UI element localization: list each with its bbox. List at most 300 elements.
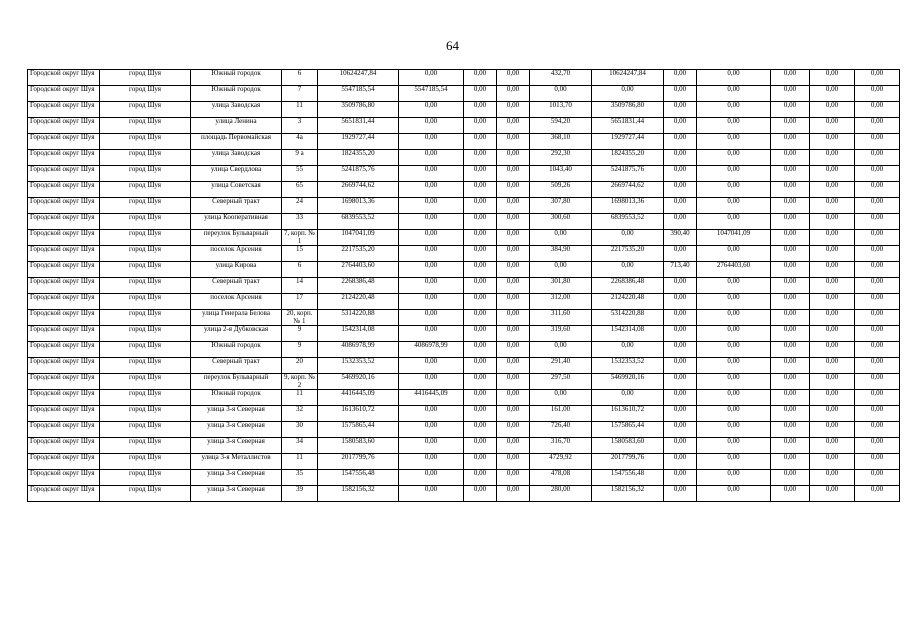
- cell-settlement: город Шуя: [100, 150, 191, 166]
- cell-total-cost: 3509786,80: [318, 102, 399, 118]
- cell-cost-col-13: 0,00: [771, 406, 810, 422]
- cell-cost-col-15: 0,00: [855, 102, 900, 118]
- cell-settlement: город Шуя: [100, 214, 191, 230]
- page-number: 64: [446, 38, 459, 53]
- cell-cost-col-12: 0,00: [697, 486, 771, 502]
- cell-street: улица Свердлова: [191, 166, 282, 182]
- cell-cost-col-12: 0,00: [697, 374, 771, 390]
- cell-area-col-11: 0,00: [664, 198, 697, 214]
- cell-total-cost: 1547556,48: [318, 470, 399, 486]
- cell-area-col-11: 0,00: [664, 278, 697, 294]
- cell-cost-col-6: 4416445,09: [399, 390, 464, 406]
- cell-house-number: 3: [282, 118, 318, 134]
- cell-area: 594,20: [530, 118, 592, 134]
- cell-cost-col-8: 0,00: [497, 214, 530, 230]
- cell-municipality: Городской округ Шуя: [28, 102, 100, 118]
- cell-total-cost: 2124220,48: [318, 294, 399, 310]
- cell-cost-col-14: 0,00: [810, 406, 855, 422]
- cell-area-col-11: 0,00: [664, 438, 697, 454]
- cell-cost-col-12: 0,00: [697, 166, 771, 182]
- table-row: [28, 118, 900, 134]
- cell-area: 0,00: [530, 342, 592, 358]
- cell-area-col-11: 0,00: [664, 182, 697, 198]
- cell-cost-col-13: 0,00: [771, 246, 810, 262]
- cell-house-number: 65: [282, 182, 318, 198]
- table-row: [28, 182, 900, 198]
- cell-cost-col-8: 0,00: [497, 134, 530, 150]
- cell-cost-col-7: 0,00: [464, 102, 497, 118]
- cell-municipality: Городской округ Шуя: [28, 294, 100, 310]
- table-row: [28, 374, 900, 390]
- cell-cost-col-8: 0,00: [497, 166, 530, 182]
- cell-settlement: город Шуя: [100, 262, 191, 278]
- cell-cost-col-7: 0,00: [464, 326, 497, 342]
- cell-area-col-11: 390,40: [664, 230, 697, 246]
- cell-cost-col-14: 0,00: [810, 294, 855, 310]
- cell-cost-col-13: 0,00: [771, 374, 810, 390]
- cell-area-col-11: 0,00: [664, 374, 697, 390]
- cell-cost-col-14: 0,00: [810, 214, 855, 230]
- cell-street: Южный городок: [191, 86, 282, 102]
- cell-settlement: город Шуя: [100, 326, 191, 342]
- cell-area-col-11: 0,00: [664, 422, 697, 438]
- cell-house-number: 24: [282, 198, 318, 214]
- cell-cost-col-14: 0,00: [810, 390, 855, 406]
- cell-total-cost: 5469920,16: [318, 374, 399, 390]
- cell-municipality: Городской округ Шуя: [28, 118, 100, 134]
- table-row: [28, 86, 900, 102]
- table-row: [28, 422, 900, 438]
- cell-cost-col-12: 0,00: [697, 102, 771, 118]
- cell-house-number: 11: [282, 102, 318, 118]
- cell-cost-col-14: 0,00: [810, 70, 855, 86]
- cell-house-number: 17: [282, 294, 318, 310]
- table-row: [28, 486, 900, 502]
- cell-cost-col-6: 0,00: [399, 102, 464, 118]
- table-row: [28, 214, 900, 230]
- cell-cost-col-8: 0,00: [497, 454, 530, 470]
- cell-cost-col-15: 0,00: [855, 150, 900, 166]
- cell-cost-col-12: 0,00: [697, 134, 771, 150]
- cell-street: улица Заводская: [191, 150, 282, 166]
- cell-total-cost: 1929727,44: [318, 134, 399, 150]
- cell-cost-col-7: 0,00: [464, 230, 497, 246]
- cell-cost-col-12: 0,00: [697, 438, 771, 454]
- cell-area: 432,70: [530, 70, 592, 86]
- cell-house-number: 7: [282, 86, 318, 102]
- cell-street: улица Генерала Белова: [191, 310, 282, 326]
- cell-area-col-11: 0,00: [664, 326, 697, 342]
- cell-cost-col-15: 0,00: [855, 134, 900, 150]
- cell-street: улица 3-я Северная: [191, 470, 282, 486]
- cell-municipality: Городской округ Шуя: [28, 326, 100, 342]
- cell-cost-col-15: 0,00: [855, 310, 900, 326]
- cell-house-number: 9, корп. № 2: [282, 374, 318, 390]
- cell-area-col-11: 0,00: [664, 470, 697, 486]
- cell-street: улица Ленина: [191, 118, 282, 134]
- cell-total-cost: 1582156,32: [318, 486, 399, 502]
- cell-area: 368,10: [530, 134, 592, 150]
- cell-total-cost: 4416445,09: [318, 390, 399, 406]
- table-row: [28, 150, 900, 166]
- cell-area: 1013,70: [530, 102, 592, 118]
- cell-total-cost: 1613610,72: [318, 406, 399, 422]
- cell-cost-col-15: 0,00: [855, 70, 900, 86]
- cell-cost-col-8: 0,00: [497, 486, 530, 502]
- table-row: [28, 390, 900, 406]
- cell-cost-col-7: 0,00: [464, 406, 497, 422]
- cell-settlement: город Шуя: [100, 134, 191, 150]
- cell-cost-col-13: 0,00: [771, 134, 810, 150]
- cell-cost-col-7: 0,00: [464, 342, 497, 358]
- table-row: [28, 278, 900, 294]
- cell-cost-col-14: 0,00: [810, 454, 855, 470]
- cell-cost-col-12: 1047041,09: [697, 230, 771, 246]
- cell-municipality: Городской округ Шуя: [28, 470, 100, 486]
- cell-house-number: 30: [282, 422, 318, 438]
- cell-settlement: город Шуя: [100, 86, 191, 102]
- cell-cost-col-12: 0,00: [697, 470, 771, 486]
- cell-municipality: Городской округ Шуя: [28, 230, 100, 246]
- cell-cost-col-12: 0,00: [697, 294, 771, 310]
- cell-total-cost: 2017799,76: [318, 454, 399, 470]
- cell-house-number: 7, корп. № 1: [282, 230, 318, 246]
- cell-area: 1043,40: [530, 166, 592, 182]
- table-row: [28, 230, 900, 246]
- cell-total-cost: 1542314,08: [318, 326, 399, 342]
- cell-street: улица 3-я Северная: [191, 486, 282, 502]
- cell-cost-col-6: 0,00: [399, 166, 464, 182]
- cell-municipality: Городской округ Шуя: [28, 454, 100, 470]
- cell-cost-col-13: 0,00: [771, 102, 810, 118]
- cell-house-number: 15: [282, 246, 318, 262]
- cell-house-number: 32: [282, 406, 318, 422]
- cell-street: улица Советская: [191, 182, 282, 198]
- cell-cost-col-12: 0,00: [697, 278, 771, 294]
- cell-cost-col-8: 0,00: [497, 422, 530, 438]
- cell-settlement: город Шуя: [100, 294, 191, 310]
- cell-area: 316,70: [530, 438, 592, 454]
- cell-cost-col-8: 0,00: [497, 438, 530, 454]
- cell-municipality: Городской округ Шуя: [28, 134, 100, 150]
- cell-cost-col-6: 0,00: [399, 134, 464, 150]
- cell-cost-col-15: 0,00: [855, 486, 900, 502]
- cell-cost-col-10: 1580583,60: [592, 438, 664, 454]
- cell-settlement: город Шуя: [100, 70, 191, 86]
- cell-cost-col-15: 0,00: [855, 166, 900, 182]
- cell-settlement: город Шуя: [100, 166, 191, 182]
- cell-total-cost: 5547185,54: [318, 86, 399, 102]
- cell-cost-col-15: 0,00: [855, 262, 900, 278]
- cell-cost-col-7: 0,00: [464, 294, 497, 310]
- table-row: [28, 342, 900, 358]
- cell-cost-col-6: 0,00: [399, 294, 464, 310]
- cell-area: 384,90: [530, 246, 592, 262]
- cell-area-col-11: 0,00: [664, 294, 697, 310]
- cell-area: 161,00: [530, 406, 592, 422]
- cell-cost-col-15: 0,00: [855, 214, 900, 230]
- cell-cost-col-8: 0,00: [497, 310, 530, 326]
- cell-cost-col-6: 0,00: [399, 150, 464, 166]
- cell-area-col-11: 0,00: [664, 214, 697, 230]
- cell-cost-col-13: 0,00: [771, 198, 810, 214]
- cell-cost-col-14: 0,00: [810, 278, 855, 294]
- cell-cost-col-7: 0,00: [464, 358, 497, 374]
- cell-cost-col-13: 0,00: [771, 342, 810, 358]
- cell-cost-col-6: 0,00: [399, 406, 464, 422]
- cell-cost-col-6: 0,00: [399, 438, 464, 454]
- table-row: [28, 406, 900, 422]
- cell-total-cost: 1824355,20: [318, 150, 399, 166]
- cell-cost-col-14: 0,00: [810, 182, 855, 198]
- cell-municipality: Городской округ Шуя: [28, 374, 100, 390]
- cell-area: 300,60: [530, 214, 592, 230]
- cell-area-col-11: 0,00: [664, 70, 697, 86]
- cell-municipality: Городской округ Шуя: [28, 86, 100, 102]
- cell-cost-col-14: 0,00: [810, 342, 855, 358]
- cell-cost-col-10: 2217535,20: [592, 246, 664, 262]
- cell-house-number: 4а: [282, 134, 318, 150]
- cell-street: улица Кирова: [191, 262, 282, 278]
- cell-cost-col-15: 0,00: [855, 358, 900, 374]
- cell-cost-col-15: 0,00: [855, 198, 900, 214]
- cell-cost-col-12: 0,00: [697, 198, 771, 214]
- cell-cost-col-7: 0,00: [464, 150, 497, 166]
- cell-cost-col-7: 0,00: [464, 438, 497, 454]
- cell-cost-col-6: 0,00: [399, 454, 464, 470]
- cell-settlement: город Шуя: [100, 406, 191, 422]
- cell-cost-col-7: 0,00: [464, 134, 497, 150]
- cell-cost-col-15: 0,00: [855, 118, 900, 134]
- cell-cost-col-13: 0,00: [771, 70, 810, 86]
- cell-cost-col-12: 0,00: [697, 182, 771, 198]
- cell-cost-col-14: 0,00: [810, 438, 855, 454]
- cell-cost-col-8: 0,00: [497, 262, 530, 278]
- cell-cost-col-6: 0,00: [399, 182, 464, 198]
- cell-cost-col-7: 0,00: [464, 86, 497, 102]
- cell-cost-col-7: 0,00: [464, 118, 497, 134]
- cell-area-col-11: 713,40: [664, 262, 697, 278]
- cell-cost-col-7: 0,00: [464, 166, 497, 182]
- cell-area-col-11: 0,00: [664, 406, 697, 422]
- cell-street: Северный тракт: [191, 358, 282, 374]
- cell-cost-col-12: 0,00: [697, 86, 771, 102]
- cell-cost-col-10: 1929727,44: [592, 134, 664, 150]
- cell-cost-col-7: 0,00: [464, 198, 497, 214]
- cell-total-cost: 5314220,88: [318, 310, 399, 326]
- cell-house-number: 35: [282, 470, 318, 486]
- cell-cost-col-6: 5547185,54: [399, 86, 464, 102]
- cell-total-cost: 2217535,20: [318, 246, 399, 262]
- cell-cost-col-14: 0,00: [810, 358, 855, 374]
- cell-municipality: Городской округ Шуя: [28, 214, 100, 230]
- cell-settlement: город Шуя: [100, 390, 191, 406]
- cell-house-number: 33: [282, 214, 318, 230]
- cell-cost-col-14: 0,00: [810, 310, 855, 326]
- cell-cost-col-13: 0,00: [771, 358, 810, 374]
- cell-cost-col-7: 0,00: [464, 486, 497, 502]
- cell-area-col-11: 0,00: [664, 134, 697, 150]
- cell-total-cost: 5651831,44: [318, 118, 399, 134]
- cell-cost-col-7: 0,00: [464, 374, 497, 390]
- table-row: [28, 454, 900, 470]
- cell-cost-col-7: 0,00: [464, 422, 497, 438]
- cell-area: 280,00: [530, 486, 592, 502]
- cell-area: 726,40: [530, 422, 592, 438]
- cell-cost-col-8: 0,00: [497, 390, 530, 406]
- cell-municipality: Городской округ Шуя: [28, 342, 100, 358]
- cell-cost-col-7: 0,00: [464, 70, 497, 86]
- cell-cost-col-15: 0,00: [855, 230, 900, 246]
- cell-settlement: город Шуя: [100, 182, 191, 198]
- cell-area: 0,00: [530, 230, 592, 246]
- cell-total-cost: 2268386,48: [318, 278, 399, 294]
- cell-cost-col-13: 0,00: [771, 230, 810, 246]
- cell-cost-col-8: 0,00: [497, 374, 530, 390]
- cell-area: 319,60: [530, 326, 592, 342]
- cell-total-cost: 4086978,99: [318, 342, 399, 358]
- cell-cost-col-10: 2017799,76: [592, 454, 664, 470]
- cell-cost-col-6: 0,00: [399, 326, 464, 342]
- cell-total-cost: 10624247,84: [318, 70, 399, 86]
- table-row: [28, 294, 900, 310]
- cell-cost-col-15: 0,00: [855, 438, 900, 454]
- table-row: [28, 358, 900, 374]
- cell-municipality: Городской округ Шуя: [28, 422, 100, 438]
- cell-cost-col-12: 0,00: [697, 422, 771, 438]
- cell-house-number: 6: [282, 262, 318, 278]
- cell-street: улица Заводская: [191, 102, 282, 118]
- cell-municipality: Городской округ Шуя: [28, 486, 100, 502]
- cell-cost-col-12: 0,00: [697, 246, 771, 262]
- cell-area-col-11: 0,00: [664, 342, 697, 358]
- cell-cost-col-10: 0,00: [592, 262, 664, 278]
- cell-cost-col-14: 0,00: [810, 102, 855, 118]
- cell-area: 478,08: [530, 470, 592, 486]
- cell-area-col-11: 0,00: [664, 166, 697, 182]
- cell-cost-col-14: 0,00: [810, 486, 855, 502]
- table-row: [28, 470, 900, 486]
- cell-settlement: город Шуя: [100, 246, 191, 262]
- cell-street: улица 2-я Дубковская: [191, 326, 282, 342]
- cell-municipality: Городской округ Шуя: [28, 182, 100, 198]
- cell-cost-col-10: 0,00: [592, 230, 664, 246]
- cell-cost-col-12: 0,00: [697, 342, 771, 358]
- cell-cost-col-14: 0,00: [810, 86, 855, 102]
- cell-cost-col-13: 0,00: [771, 390, 810, 406]
- cell-street: улица 3-я Северная: [191, 422, 282, 438]
- cell-settlement: город Шуя: [100, 454, 191, 470]
- registry-table: [27, 69, 900, 502]
- cell-municipality: Городской округ Шуя: [28, 246, 100, 262]
- cell-street: поселок Арсения: [191, 294, 282, 310]
- cell-cost-col-8: 0,00: [497, 102, 530, 118]
- cell-house-number: 11: [282, 390, 318, 406]
- cell-cost-col-10: 5241875,76: [592, 166, 664, 182]
- cell-cost-col-14: 0,00: [810, 470, 855, 486]
- cell-settlement: город Шуя: [100, 230, 191, 246]
- cell-cost-col-15: 0,00: [855, 406, 900, 422]
- cell-total-cost: 1580583,60: [318, 438, 399, 454]
- cell-area: 312,00: [530, 294, 592, 310]
- cell-total-cost: 5241875,76: [318, 166, 399, 182]
- cell-cost-col-13: 0,00: [771, 294, 810, 310]
- table-row: [28, 262, 900, 278]
- cell-cost-col-15: 0,00: [855, 454, 900, 470]
- cell-cost-col-12: 0,00: [697, 390, 771, 406]
- cell-area: 0,00: [530, 262, 592, 278]
- cell-house-number: 6: [282, 70, 318, 86]
- cell-street: переулок Бульварный: [191, 230, 282, 246]
- cell-area-col-11: 0,00: [664, 102, 697, 118]
- cell-cost-col-8: 0,00: [497, 70, 530, 86]
- cell-area: 509,26: [530, 182, 592, 198]
- cell-area: 292,30: [530, 150, 592, 166]
- cell-cost-col-10: 5469920,16: [592, 374, 664, 390]
- cell-total-cost: 1532353,52: [318, 358, 399, 374]
- cell-cost-col-13: 0,00: [771, 182, 810, 198]
- cell-house-number: 14: [282, 278, 318, 294]
- cell-cost-col-7: 0,00: [464, 390, 497, 406]
- cell-municipality: Городской округ Шуя: [28, 262, 100, 278]
- cell-cost-col-6: 0,00: [399, 230, 464, 246]
- cell-cost-col-6: 0,00: [399, 262, 464, 278]
- cell-settlement: город Шуя: [100, 486, 191, 502]
- cell-cost-col-14: 0,00: [810, 198, 855, 214]
- cell-municipality: Городской округ Шуя: [28, 390, 100, 406]
- cell-area-col-11: 0,00: [664, 310, 697, 326]
- cell-municipality: Городской округ Шуя: [28, 198, 100, 214]
- cell-settlement: город Шуя: [100, 102, 191, 118]
- cell-municipality: Городской округ Шуя: [28, 70, 100, 86]
- cell-cost-col-6: 0,00: [399, 70, 464, 86]
- cell-cost-col-15: 0,00: [855, 422, 900, 438]
- cell-area-col-11: 0,00: [664, 454, 697, 470]
- cell-cost-col-8: 0,00: [497, 246, 530, 262]
- cell-municipality: Городской округ Шуя: [28, 166, 100, 182]
- cell-cost-col-12: 0,00: [697, 310, 771, 326]
- cell-cost-col-10: 0,00: [592, 342, 664, 358]
- cell-cost-col-6: 0,00: [399, 470, 464, 486]
- cell-cost-col-14: 0,00: [810, 422, 855, 438]
- cell-total-cost: 6839553,52: [318, 214, 399, 230]
- cell-cost-col-13: 0,00: [771, 326, 810, 342]
- cell-cost-col-15: 0,00: [855, 342, 900, 358]
- cell-cost-col-14: 0,00: [810, 150, 855, 166]
- cell-cost-col-14: 0,00: [810, 230, 855, 246]
- cell-cost-col-12: 0,00: [697, 150, 771, 166]
- registry-body: [28, 70, 900, 502]
- cell-settlement: город Шуя: [100, 342, 191, 358]
- cell-cost-col-7: 0,00: [464, 310, 497, 326]
- cell-street: улица Кооперативная: [191, 214, 282, 230]
- cell-cost-col-13: 0,00: [771, 470, 810, 486]
- cell-street: улица 3-я Северная: [191, 438, 282, 454]
- cell-cost-col-8: 0,00: [497, 470, 530, 486]
- cell-cost-col-10: 1824355,20: [592, 150, 664, 166]
- cell-cost-col-6: 4086978,99: [399, 342, 464, 358]
- cell-cost-col-6: 0,00: [399, 214, 464, 230]
- cell-municipality: Городской округ Шуя: [28, 150, 100, 166]
- cell-cost-col-15: 0,00: [855, 246, 900, 262]
- cell-street: площадь Первомайская: [191, 134, 282, 150]
- cell-cost-col-8: 0,00: [497, 406, 530, 422]
- cell-house-number: 9 а: [282, 150, 318, 166]
- cell-cost-col-7: 0,00: [464, 454, 497, 470]
- cell-cost-col-14: 0,00: [810, 262, 855, 278]
- cell-cost-col-10: 1547556,48: [592, 470, 664, 486]
- cell-cost-col-13: 0,00: [771, 310, 810, 326]
